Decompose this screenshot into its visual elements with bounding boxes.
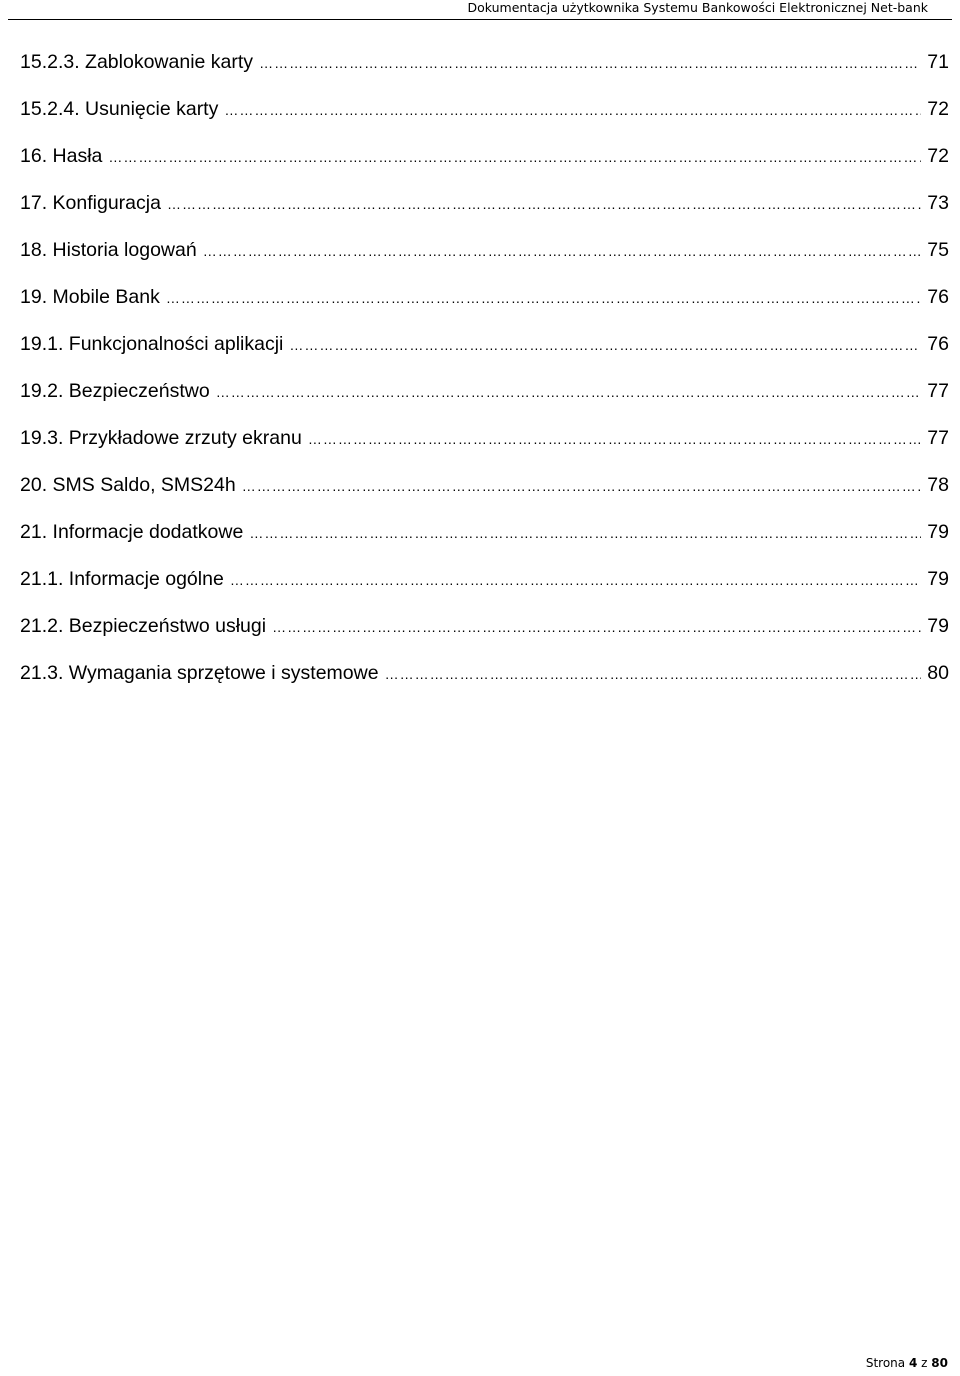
toc-entry-page: 77 [927,380,949,402]
total-page-count: 80 [931,1356,948,1370]
toc-entry[interactable] [20,560,949,607]
toc-entry[interactable] [20,90,949,137]
toc-entry-title: 19.2. Bezpieczeństwo [20,380,210,402]
toc-entry[interactable] [20,278,949,325]
toc-entry-page: 73 [927,192,949,214]
toc-entry-title: 16. Hasła [20,145,103,167]
page-label: Strona [865,1356,906,1370]
toc-dot-leader [166,279,921,317]
toc-entry[interactable] [20,372,949,419]
toc-entry-page: 72 [927,145,949,167]
toc-dot-leader [224,91,921,129]
toc-entry[interactable] [20,513,949,560]
toc-dot-leader [203,232,922,270]
toc-dot-leader [289,326,921,364]
toc-entry-page: 78 [927,474,949,496]
toc-entry[interactable] [20,184,949,231]
toc-entry[interactable] [20,607,949,654]
toc-dot-leader [167,185,921,223]
toc-entry-title: 20. SMS Saldo, SMS24h [20,474,236,496]
toc-entry-page: 71 [927,51,949,73]
toc-dot-leader [308,420,921,458]
toc-dot-leader [230,561,921,599]
toc-entry-page: 80 [927,662,949,684]
toc-entry-title: 21. Informacje dodatkowe [20,521,244,543]
toc-entry[interactable] [20,137,949,184]
toc-entry-page: 76 [927,286,949,308]
toc-dot-leader [385,655,922,693]
toc-entry-title: 18. Historia logowań [20,239,197,261]
header-divider [8,19,952,20]
document-title: Dokumentacja użytkownika Systemu Bankowości Elektronicznej Net-bank [467,0,928,15]
toc-entry[interactable] [20,231,949,278]
toc-entry-title: 19. Mobile Bank [20,286,160,308]
toc-dot-leader [249,514,921,552]
toc-entry-page: 75 [927,239,949,261]
toc-dot-leader [272,608,921,646]
toc-entry-page: 79 [927,568,949,590]
current-page-number: 4 [908,1356,918,1370]
toc-entry[interactable] [20,43,949,90]
toc-entry-title: 19.3. Przykładowe zrzuty ekranu [20,427,302,449]
toc-entry-page: 79 [927,521,949,543]
toc-entry-title: 19.1. Funkcjonalności aplikacji [20,333,284,355]
toc-dot-leader [216,373,922,411]
toc-dot-leader [108,138,921,176]
toc-entry[interactable] [20,466,949,513]
toc-entry[interactable] [20,654,949,701]
toc-entry-page: 79 [927,615,949,637]
page-header [0,0,960,18]
toc-entry-page: 72 [927,98,949,120]
toc-dot-leader [259,44,921,82]
toc-entry[interactable] [20,325,949,372]
toc-entry[interactable] [20,419,949,466]
page-of-label: z [921,1356,928,1370]
toc-dot-leader [242,467,922,505]
page-footer [866,1356,948,1370]
toc-entry-title: 17. Konfiguracja [20,192,161,214]
toc-entry-title: 15.2.4. Usunięcie karty [20,98,219,120]
toc-entry-title: 21.2. Bezpieczeństwo usługi [20,615,267,637]
toc-entry-page: 76 [927,333,949,355]
toc-entry-title: 15.2.3. Zablokowanie karty [20,51,254,73]
toc-entry-title: 21.1. Informacje ogólne [20,568,224,590]
toc-entry-title: 21.3. Wymagania sprzętowe i systemowe [20,662,379,684]
toc-entry-page: 77 [927,427,949,449]
table-of-contents [20,43,949,701]
